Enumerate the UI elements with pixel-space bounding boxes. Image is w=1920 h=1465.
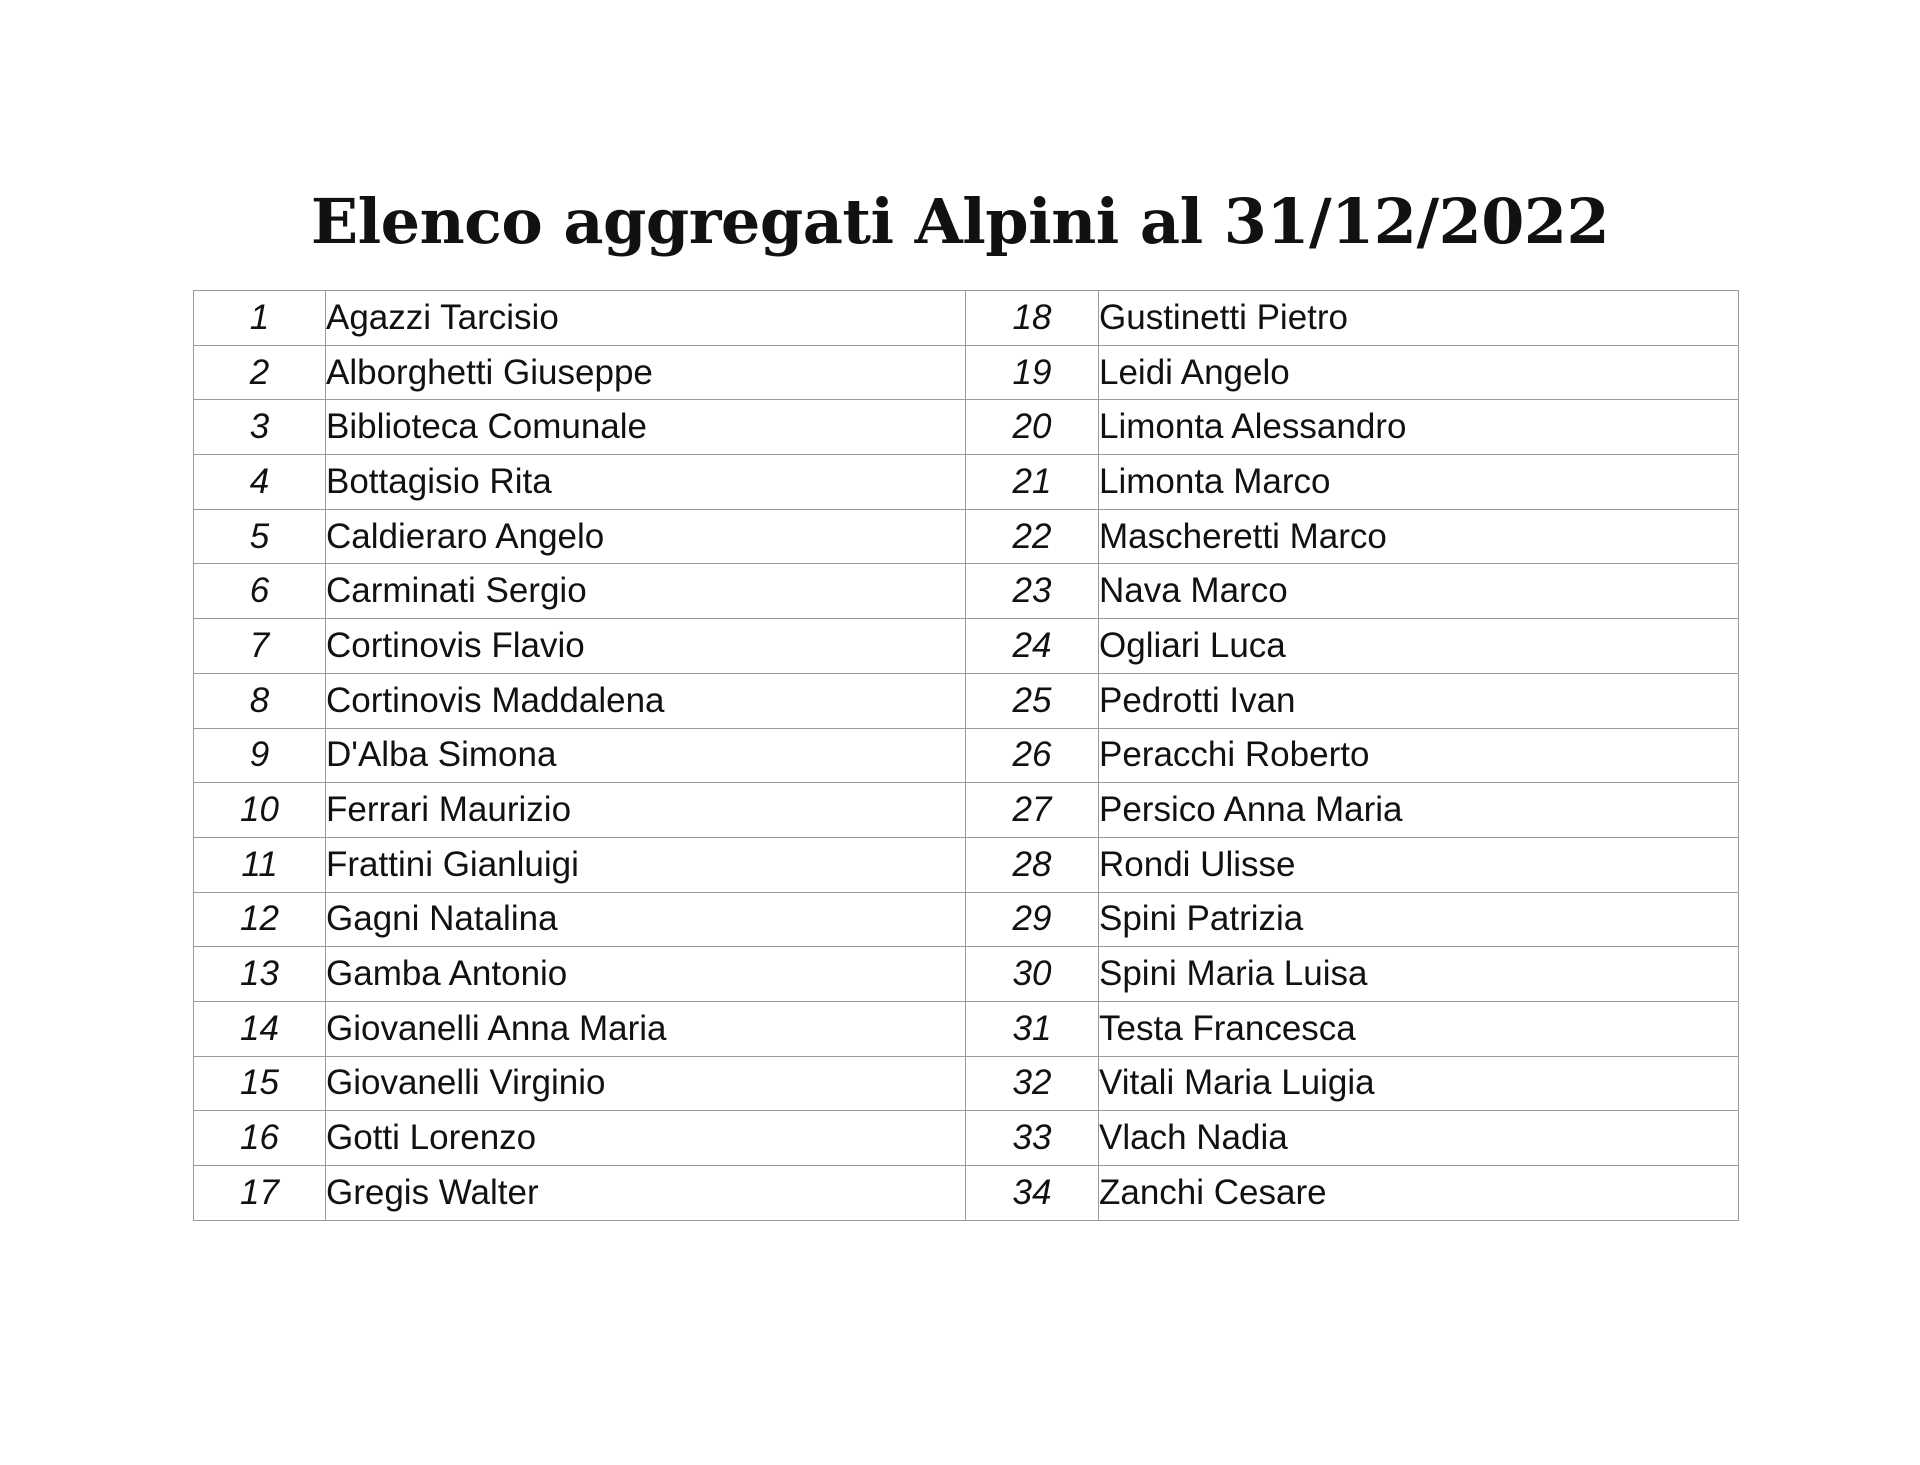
right-number-cell: 30 (966, 947, 1099, 1002)
table-row (194, 619, 1739, 674)
right-number-cell: 33 (966, 1111, 1099, 1166)
left-name-cell: Giovanelli Anna Maria (326, 1001, 966, 1056)
left-number-cell: 16 (194, 1111, 326, 1166)
left-name-cell: Gotti Lorenzo (326, 1111, 966, 1166)
right-number-cell: 32 (966, 1056, 1099, 1111)
left-number-cell: 1 (194, 291, 326, 346)
members-table (193, 290, 1739, 1221)
table-row (194, 400, 1739, 455)
right-name-cell: Spini Maria Luisa (1099, 947, 1739, 1002)
right-name-cell: Ogliari Luca (1099, 619, 1739, 674)
right-name-cell: Gustinetti Pietro (1099, 291, 1739, 346)
right-number-cell: 31 (966, 1001, 1099, 1056)
left-name-cell: Ferrari Maurizio (326, 783, 966, 838)
left-name-cell: Gamba Antonio (326, 947, 966, 1002)
table-row (194, 1001, 1739, 1056)
right-number-cell: 27 (966, 783, 1099, 838)
left-name-cell: Gagni Natalina (326, 892, 966, 947)
table-row (194, 728, 1739, 783)
right-number-cell: 21 (966, 455, 1099, 510)
table-row (194, 345, 1739, 400)
right-name-cell: Vlach Nadia (1099, 1111, 1739, 1166)
left-name-cell: Caldieraro Angelo (326, 509, 966, 564)
left-number-cell: 12 (194, 892, 326, 947)
right-name-cell: Leidi Angelo (1099, 345, 1739, 400)
table-row (194, 509, 1739, 564)
left-number-cell: 15 (194, 1056, 326, 1111)
right-number-cell: 26 (966, 728, 1099, 783)
right-name-cell: Limonta Alessandro (1099, 400, 1739, 455)
table-row (194, 783, 1739, 838)
right-number-cell: 19 (966, 345, 1099, 400)
table-row (194, 892, 1739, 947)
right-number-cell: 34 (966, 1166, 1099, 1221)
left-number-cell: 13 (194, 947, 326, 1002)
left-number-cell: 10 (194, 783, 326, 838)
left-number-cell: 11 (194, 837, 326, 892)
right-number-cell: 22 (966, 509, 1099, 564)
left-name-cell: D'Alba Simona (326, 728, 966, 783)
left-number-cell: 8 (194, 673, 326, 728)
table-row (194, 455, 1739, 510)
members-table-body (194, 291, 1739, 1221)
right-name-cell: Nava Marco (1099, 564, 1739, 619)
table-row (194, 1056, 1739, 1111)
right-name-cell: Pedrotti Ivan (1099, 673, 1739, 728)
right-name-cell: Testa Francesca (1099, 1001, 1739, 1056)
left-number-cell: 6 (194, 564, 326, 619)
right-name-cell: Limonta Marco (1099, 455, 1739, 510)
right-number-cell: 29 (966, 892, 1099, 947)
left-name-cell: Carminati Sergio (326, 564, 966, 619)
left-number-cell: 14 (194, 1001, 326, 1056)
left-number-cell: 5 (194, 509, 326, 564)
left-number-cell: 3 (194, 400, 326, 455)
table-row (194, 1166, 1739, 1221)
table-row (194, 837, 1739, 892)
right-number-cell: 28 (966, 837, 1099, 892)
table-row (194, 564, 1739, 619)
right-number-cell: 20 (966, 400, 1099, 455)
page-title: Elenco aggregati Alpini al 31/12/2022 (310, 185, 1610, 258)
left-name-cell: Biblioteca Comunale (326, 400, 966, 455)
table-row (194, 673, 1739, 728)
left-name-cell: Frattini Gianluigi (326, 837, 966, 892)
right-name-cell: Vitali Maria Luigia (1099, 1056, 1739, 1111)
table-row (194, 947, 1739, 1002)
right-number-cell: 24 (966, 619, 1099, 674)
right-name-cell: Mascheretti Marco (1099, 509, 1739, 564)
left-number-cell: 9 (194, 728, 326, 783)
left-name-cell: Agazzi Tarcisio (326, 291, 966, 346)
table-row (194, 1111, 1739, 1166)
right-name-cell: Rondi Ulisse (1099, 837, 1739, 892)
left-name-cell: Gregis Walter (326, 1166, 966, 1221)
left-number-cell: 2 (194, 345, 326, 400)
right-name-cell: Spini Patrizia (1099, 892, 1739, 947)
right-name-cell: Peracchi Roberto (1099, 728, 1739, 783)
left-name-cell: Cortinovis Maddalena (326, 673, 966, 728)
table-row (194, 291, 1739, 346)
left-name-cell: Bottagisio Rita (326, 455, 966, 510)
right-number-cell: 18 (966, 291, 1099, 346)
right-name-cell: Zanchi Cesare (1099, 1166, 1739, 1221)
right-number-cell: 23 (966, 564, 1099, 619)
left-name-cell: Cortinovis Flavio (326, 619, 966, 674)
left-number-cell: 7 (194, 619, 326, 674)
right-name-cell: Persico Anna Maria (1099, 783, 1739, 838)
left-name-cell: Giovanelli Virginio (326, 1056, 966, 1111)
left-name-cell: Alborghetti Giuseppe (326, 345, 966, 400)
right-number-cell: 25 (966, 673, 1099, 728)
left-number-cell: 4 (194, 455, 326, 510)
left-number-cell: 17 (194, 1166, 326, 1221)
